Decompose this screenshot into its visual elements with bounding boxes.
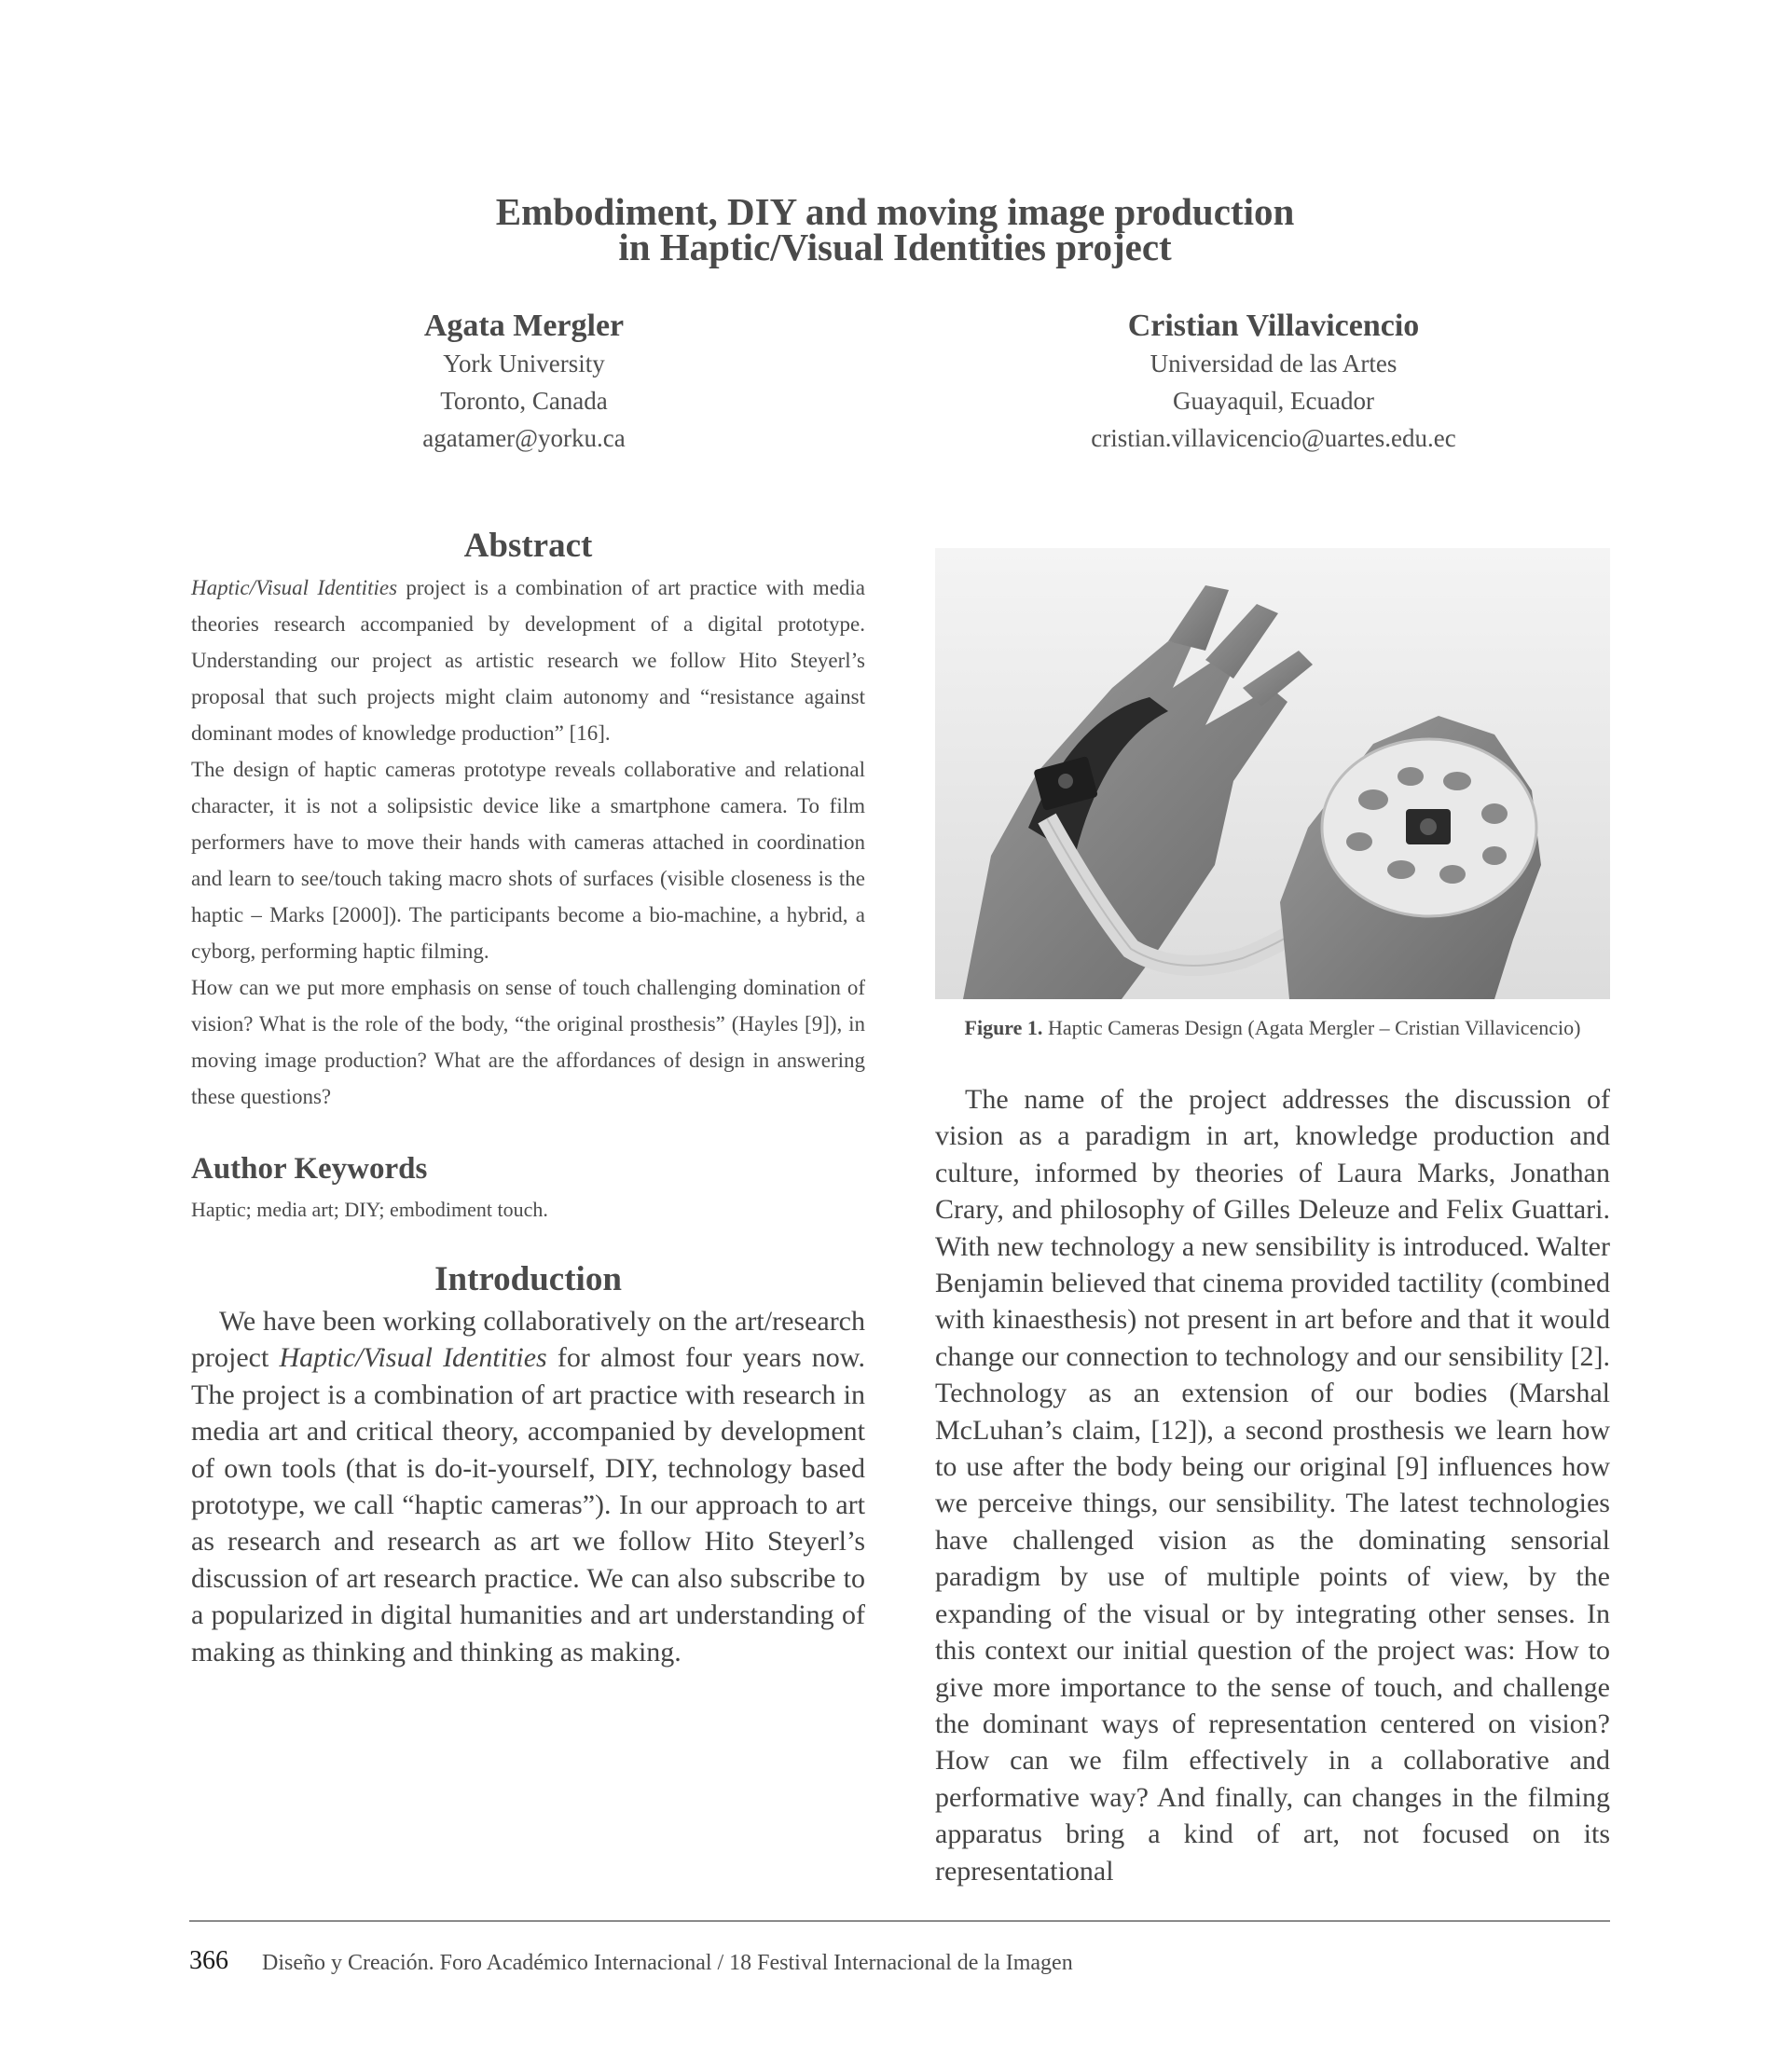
title-line-2: in Haptic/Visual Identities project bbox=[618, 226, 1172, 268]
author-email[interactable]: agatamer@yorku.ca bbox=[422, 424, 626, 452]
figure-caption bbox=[935, 1012, 1610, 1044]
figure-haptic-cameras-photo bbox=[935, 548, 1610, 999]
keywords-text: Haptic; media art; DIY; embodiment touch. bbox=[191, 1198, 548, 1221]
abstract-paragraph-2: The design of haptic cameras prototype reveals collaborative and relational character, it is not a solipsistic device like a smartphone camera. To film performers have to move their hands with cameras attached in coordination and learn to see/touch taking macro shots of surfaces (visible closeness is the haptic – Marks [2000]). The participants become a bio-machine, a hybrid, a cyborg, performing haptic filming. bbox=[191, 758, 865, 963]
title-line-1: Embodiment, DIY and moving image production bbox=[495, 190, 1295, 233]
figure-caption-text: Haptic Cameras Design (Agata Mergler – Cristian Villavicencio) bbox=[1042, 1016, 1581, 1039]
figure-label: Figure 1. bbox=[964, 1016, 1043, 1039]
project-title-italic: Haptic/Visual Identities bbox=[191, 576, 398, 599]
author-block-mergler bbox=[337, 308, 710, 457]
author-affiliation: Universidad de las Artes bbox=[1150, 350, 1398, 377]
keywords-heading: Author Keywords bbox=[191, 1152, 428, 1186]
author-name: Agata Mergler bbox=[423, 309, 625, 343]
paper-title bbox=[0, 190, 1790, 268]
author-location: Toronto, Canada bbox=[440, 387, 608, 415]
author-affiliation: York University bbox=[443, 350, 605, 377]
author-name: Cristian Villavicencio bbox=[1127, 309, 1420, 343]
right-column-paragraph: The name of the project addresses the discussion of vision as a paradigm in art, knowledge production and culture, informed by theories of Laura Marks, Jonathan Crary, and philosophy of Gilles Deleuze and Felix Guattari. With new technology a new sensibility is introduced. Walter Benjamin believed that cinema provided tactility (combined with kinaesthesis) not present in art before and that it would change our connection to technology and our sensibility [2]. Technology as an extension of our bodies (Marshal McLuhan’s claim, [12]), a second prosthesis we learn how to use after the body being our original [9] influences how we perceive things, our sensibility. The latest technologies have challenged vision as the dominating sensorial paradigm by use of multiple points of view, by the expanding of the visual or by integrating other senses. In this context our initial question of the project was: How to give more importance to the sense of touch, and challenge the dominant ways of representation centered on vision? How can we film effectively in a collaborative and performative way? And finally, can changes in the filming apparatus bring a kind of art, not focused on its representational bbox=[935, 1084, 1610, 1887]
abstract-paragraph-1-text: project is a combination of art practice with media theories research accompanied by development of a digital prototype. Understanding our project as artistic research we follow Hito Steyerl’s proposal that such projects might claim autonomy and “resistance against dominant modes of knowledge production” [16]. bbox=[191, 576, 865, 745]
hands-with-cameras-image bbox=[935, 548, 1610, 999]
project-title-italic: Haptic/Visual Identities bbox=[279, 1342, 547, 1374]
footer-divider bbox=[189, 1920, 1610, 1922]
right-column-body bbox=[935, 1081, 1610, 1889]
intro-text-rest: for almost four years now. The project is a combination of art practice with research in media art and critical theory, accompanied by development of own tools (that is do-it-yourself, DIY, technology based prototype, we call “haptic cameras”). In our approach to art as research and research as art we follow Hito Steyerl’s discussion of art research practice. We can also subscribe to a popularized in digital humanities and art understanding of making as thinking and thinking as making. bbox=[191, 1342, 865, 1667]
page-number: 366 bbox=[189, 1946, 228, 1975]
abstract-paragraph-1 bbox=[191, 569, 865, 751]
abstract-paragraph-3: How can we put more emphasis on sense of touch challenging domination of vision? What is the role of the body, “the original prosthesis” (Hayles [9]), in moving image production? What are the affordances of design in answering these questions? bbox=[191, 976, 865, 1108]
footer-publication: Diseño y Creación. Foro Académico Internacional / 18 Festival Internacional de la Imagen bbox=[262, 1951, 1073, 1975]
introduction-paragraph bbox=[191, 1303, 865, 1670]
author-block-villavicencio bbox=[994, 308, 1553, 457]
intro-text-start: We have been working collaboratively on the art/research project bbox=[191, 1306, 865, 1374]
abstract-heading: Abstract bbox=[463, 527, 593, 565]
author-location: Guayaquil, Ecuador bbox=[1173, 387, 1374, 415]
introduction-body bbox=[191, 1303, 865, 1670]
introduction-heading: Introduction bbox=[434, 1260, 622, 1298]
author-email[interactable]: cristian.villavicencio@uartes.edu.ec bbox=[1091, 424, 1456, 452]
lattice-camera-ball-icon bbox=[1322, 739, 1536, 916]
abstract-body bbox=[191, 569, 865, 1115]
